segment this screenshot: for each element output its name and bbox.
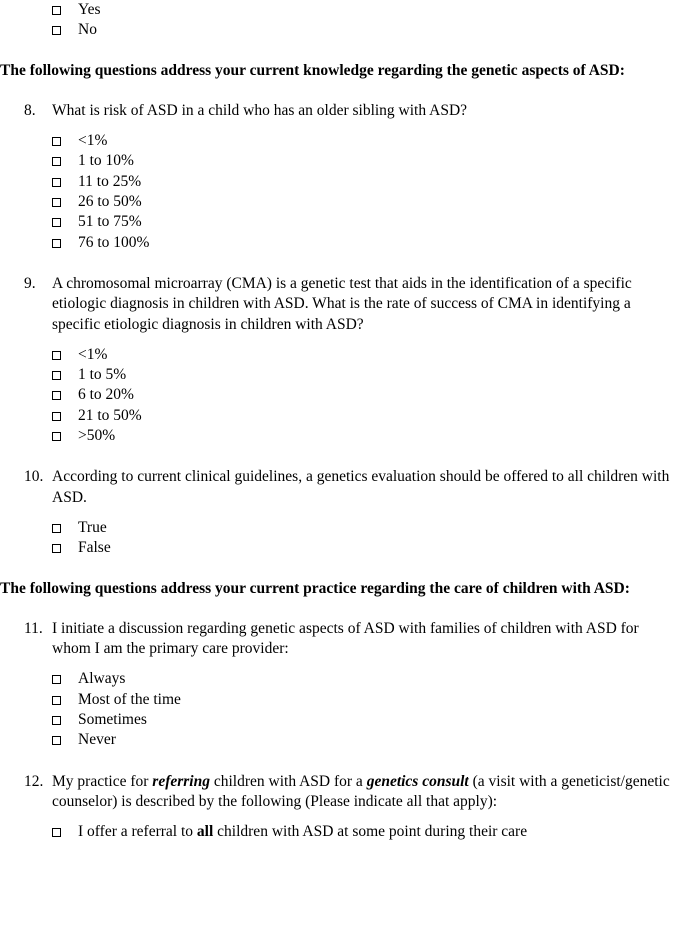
list-item[interactable] xyxy=(0,212,685,232)
option-label: 51 to 75% xyxy=(78,213,142,231)
option-label: True xyxy=(78,518,107,536)
spacer xyxy=(0,508,685,518)
option-label: False xyxy=(78,539,111,557)
option-label: <1% xyxy=(78,132,108,150)
list-item[interactable] xyxy=(0,365,685,385)
list-item[interactable] xyxy=(0,730,685,750)
list-item[interactable] xyxy=(0,0,685,20)
list-item[interactable] xyxy=(0,538,685,558)
list-item[interactable] xyxy=(0,20,685,40)
checkbox-icon[interactable] xyxy=(52,544,61,553)
list-item[interactable] xyxy=(0,690,685,710)
list-item[interactable] xyxy=(0,131,685,151)
checkbox-icon[interactable] xyxy=(52,716,61,725)
checkbox-icon[interactable] xyxy=(52,736,61,745)
spacer xyxy=(0,751,685,772)
q12-part-c: (a visit with a geneticist/genetic counselor) is described by the following (Please indicate all that apply): xyxy=(52,772,670,810)
question-8 xyxy=(0,101,685,121)
option-label: Most of the time xyxy=(78,690,181,708)
spacer xyxy=(0,812,685,822)
question-text: I initiate a discussion regarding genetic aspects of ASD with families of children with ASD for whom I am the primary care provider: xyxy=(52,619,639,658)
spacer xyxy=(0,121,685,131)
q12-emphasis-genetics-consult: genetics consult xyxy=(366,772,469,790)
question-number: 8. xyxy=(24,101,36,119)
spacer xyxy=(0,81,685,101)
checkbox-icon[interactable] xyxy=(52,198,61,207)
q12-opt0-emphasis-all: all xyxy=(196,823,214,841)
option-list-q11 xyxy=(0,669,685,750)
question-number: 11. xyxy=(24,619,43,637)
option-label: 1 to 5% xyxy=(78,366,127,384)
checkbox-icon[interactable] xyxy=(52,26,61,35)
q12-part-a: My practice for xyxy=(52,772,153,790)
option-label xyxy=(78,823,527,840)
option-label: No xyxy=(78,21,97,39)
option-list-q12 xyxy=(0,822,685,842)
list-item[interactable] xyxy=(0,669,685,689)
option-label: Yes xyxy=(78,1,101,18)
option-label: 11 to 25% xyxy=(78,172,142,190)
question-9 xyxy=(0,274,685,335)
spacer xyxy=(0,253,685,274)
option-label: 6 to 20% xyxy=(78,386,134,404)
spacer xyxy=(0,446,685,467)
checkbox-icon[interactable] xyxy=(52,157,61,166)
list-item[interactable] xyxy=(0,710,685,730)
checkbox-icon[interactable] xyxy=(52,178,61,187)
question-text: What is risk of ASD in a child who has an older sibling with ASD? xyxy=(52,101,468,119)
checkbox-icon[interactable] xyxy=(52,391,61,400)
list-item[interactable] xyxy=(0,192,685,212)
checkbox-icon[interactable] xyxy=(52,239,61,248)
q12-part-b: children with ASD for a xyxy=(209,772,367,790)
option-list-q8 xyxy=(0,131,685,253)
list-item[interactable] xyxy=(0,233,685,253)
checkbox-icon[interactable] xyxy=(52,675,61,684)
question-number: 9. xyxy=(24,274,36,292)
checkbox-icon[interactable] xyxy=(52,828,61,837)
spacer xyxy=(0,559,685,579)
option-label: Never xyxy=(78,731,116,749)
question-text xyxy=(52,772,685,813)
checkbox-icon[interactable] xyxy=(52,137,61,146)
question-number: 10. xyxy=(24,468,44,486)
option-label: 76 to 100% xyxy=(78,233,150,251)
list-item[interactable] xyxy=(0,345,685,365)
section-header-knowledge: The following questions address your current knowledge regarding the genetic aspects of ASD: xyxy=(0,61,625,79)
list-item[interactable] xyxy=(0,406,685,426)
question-text: According to current clinical guidelines, a genetics evaluation should be offered to all children with ASD. xyxy=(52,468,670,506)
question-text: A chromosomal microarray (CMA) is a genetic test that aids in the identification of a specific etiologic diagnosis in children with ASD. What is the rate of success of CMA in identifying a specific etiologic diagnosis in children with ASD? xyxy=(52,274,632,333)
question-number: 12. xyxy=(24,772,44,790)
option-label: >50% xyxy=(78,427,116,445)
checkbox-icon[interactable] xyxy=(52,524,61,533)
question-12 xyxy=(0,772,685,813)
checkbox-icon[interactable] xyxy=(52,218,61,227)
list-item[interactable] xyxy=(0,822,685,842)
question-10 xyxy=(0,467,685,508)
list-item[interactable] xyxy=(0,426,685,446)
list-item[interactable] xyxy=(0,385,685,405)
carryover-option-list xyxy=(0,0,685,41)
spacer xyxy=(0,659,685,669)
checkbox-icon[interactable] xyxy=(52,351,61,360)
option-label: Always xyxy=(78,670,126,688)
option-label: 1 to 10% xyxy=(78,152,134,170)
list-item[interactable] xyxy=(0,518,685,538)
option-label: 21 to 50% xyxy=(78,406,142,424)
option-label: <1% xyxy=(78,345,108,363)
option-list-q10 xyxy=(0,518,685,559)
question-11 xyxy=(0,619,685,660)
checkbox-icon[interactable] xyxy=(52,371,61,380)
checkbox-icon[interactable] xyxy=(52,696,61,705)
q12-opt0-part-b: children with ASD at some point during their care xyxy=(213,823,528,841)
option-label: 26 to 50% xyxy=(78,193,142,211)
spacer xyxy=(0,41,685,61)
section-header-practice: The following questions address your current practice regarding the care of children with ASD: xyxy=(0,579,630,597)
option-label: Sometimes xyxy=(78,711,147,729)
checkbox-icon[interactable] xyxy=(52,412,61,421)
spacer xyxy=(0,335,685,345)
checkbox-icon[interactable] xyxy=(52,432,61,441)
option-list-q9 xyxy=(0,345,685,446)
checkbox-icon[interactable] xyxy=(52,6,61,15)
list-item[interactable] xyxy=(0,151,685,171)
q12-emphasis-referring: referring xyxy=(152,772,210,790)
list-item[interactable] xyxy=(0,172,685,192)
q12-opt0-part-a: I offer a referral to xyxy=(78,823,197,841)
spacer xyxy=(0,599,685,619)
